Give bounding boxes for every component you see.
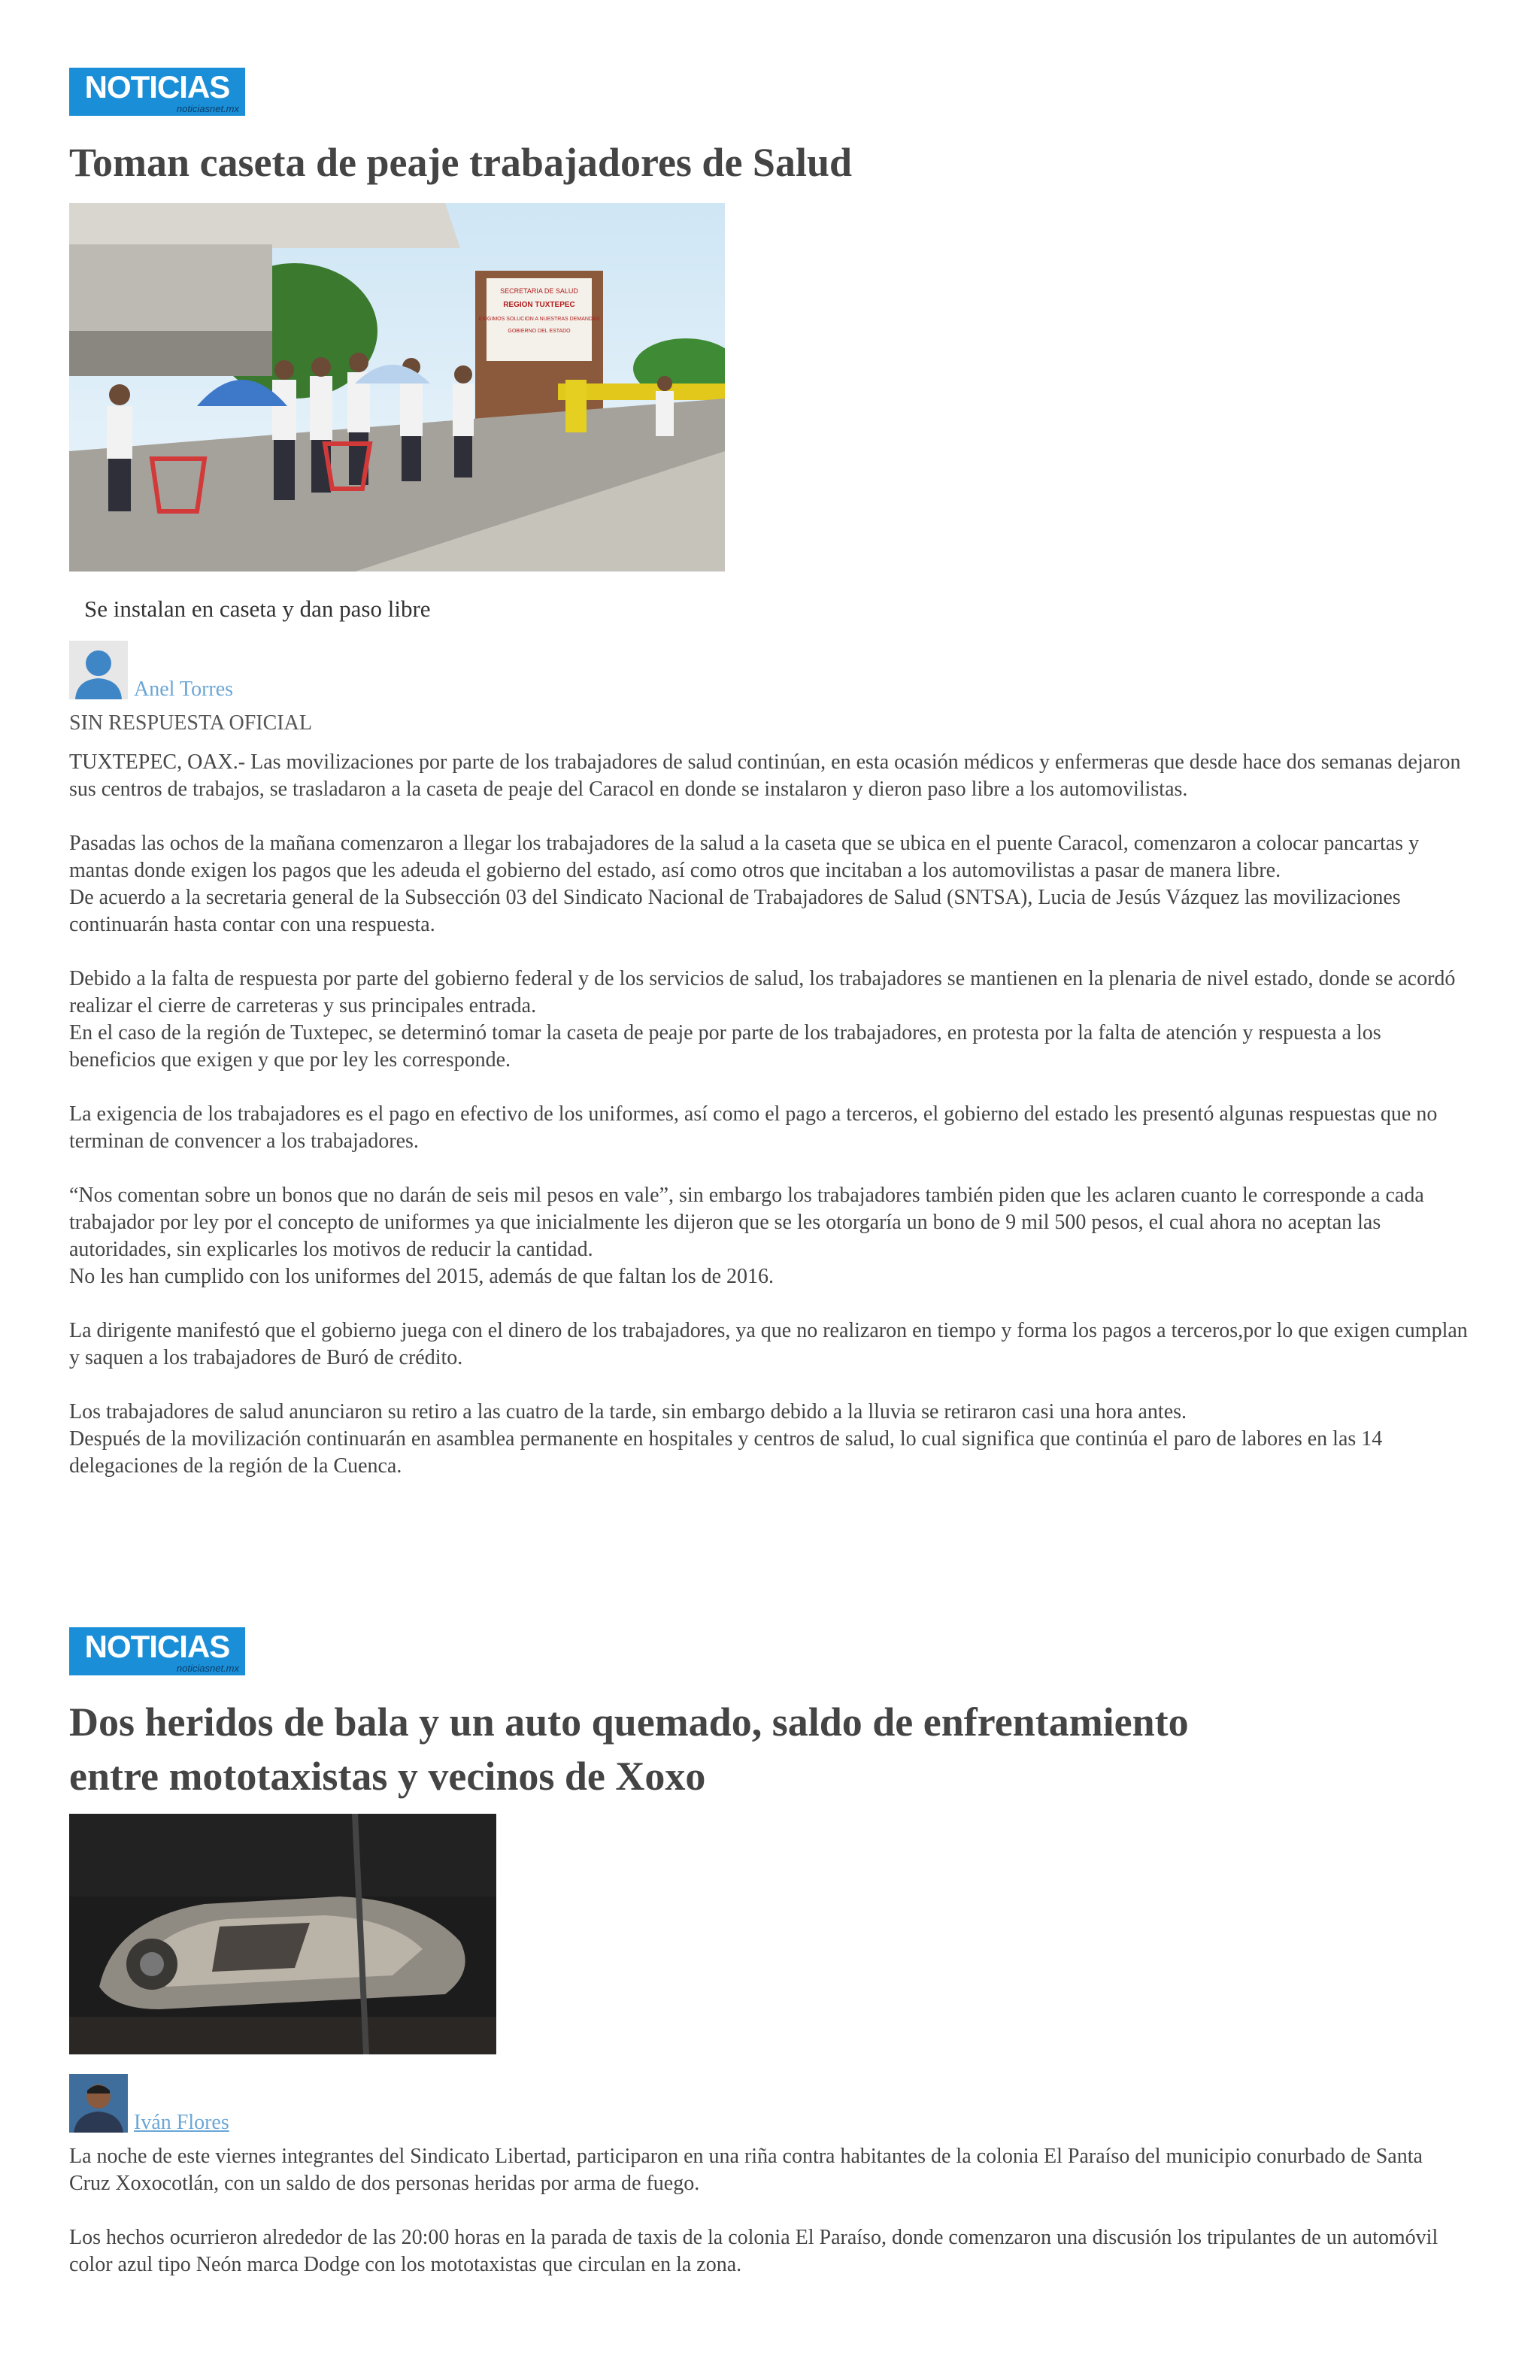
noticias-logo[interactable]: [69, 68, 245, 116]
paragraph: En el caso de la región de Tuxtepec, se determinó tomar la caseta de peaje por parte de los trabajadores, en protesta por la falta de atención y respuesta a los beneficios que exigen y que por ley les corresponde.: [69, 1021, 1381, 1072]
author-photo-avatar[interactable]: [69, 2074, 128, 2133]
banner-line-2: REGION TUXTEPEC: [503, 301, 575, 309]
banner-line-4: GOBIERNO DEL ESTADO: [508, 329, 571, 334]
paragraph: Después de la movilización continuarán en asamblea permanente en hospitales y centros de salud, lo cual significa que continúa el paro de labores en las 14 delegaciones de la región de la Cuenca.: [69, 1427, 1383, 1478]
paragraph: La exigencia de los trabajadores es el pago en efectivo de los uniformes, así como el pago a terceros, el gobierno del estado les presentó algunas respuestas que no terminan de convencer a los trabajadores.: [69, 1102, 1438, 1153]
paragraph: Pasadas las ochos de la mañana comenzaron a llegar los trabajadores de la salud a la caseta que se ubica en el puente Caracol, comenzaron a colocar pancartas y mantas donde exigen los pagos que les adeuda el gobierno del estado, así como otros que incitaban a los automovilistas a pasar de manera libre.: [69, 832, 1420, 882]
article-2-title-line-1: Dos heridos de bala y un auto quemado, saldo de enfrentamiento: [69, 1699, 1189, 1745]
article-2-title: [69, 1695, 1468, 1803]
article-1: [69, 68, 1468, 1480]
paragraph: TUXTEPEC, OAX.- Las movilizaciones por parte de los trabajadores de salud continúan, en esta ocasión médicos y enfermeras que desde hace dos semanas dejaron sus centros de trabajos, se trasladaron a la caseta de peaje del Caracol en donde se instalaron y dieron paso libre a los automovilistas.: [69, 750, 1461, 801]
logo-sub: noticiasnet.mx: [176, 103, 239, 114]
article-1-subtitle: Se instalan en caseta y dan paso libre: [84, 596, 431, 622]
paragraph: La dirigente manifestó que el gobierno juega con el dinero de los trabajadores, ya que no realizaron en tiempo y forma los pagos a terceros,por lo que exigen cumplan y saquen a los trabajadores de Buró de crédito.: [69, 1319, 1468, 1369]
paragraph: La noche de este viernes integrantes del Sindicato Libertad, participaron en una riña contra habitantes de la colonia El Paraíso del municipio conurbado de Santa Cruz Xoxocotlán, con un saldo de dos personas heridas por arma de fuego.: [69, 2145, 1423, 2195]
article-2-author: [69, 2074, 1468, 2136]
logo-word: NOTICIAS: [84, 69, 230, 105]
paragraph: Los hechos ocurrieron alrededor de las 20:00 horas en la parada de taxis de la colonia El Paraíso, donde comenzaron una discusión los tripulantes de un automóvil color azul tipo Neón marca Dodge con los mototaxistas que circulan en la zona.: [69, 2226, 1438, 2276]
paragraph: No les han cumplido con los uniformes del 2015, además de que faltan los de 2016.: [69, 1265, 775, 1288]
article-1-author: [69, 641, 1468, 702]
author-link[interactable]: Iván Flores: [134, 2111, 229, 2134]
article-2-photo: [69, 1814, 496, 2054]
article-1-kicker: SIN RESPUESTA OFICIAL: [69, 711, 312, 735]
banner-line-3: EXIGIMOS SOLUCION A NUESTRAS DEMANDAS: [478, 317, 600, 322]
paragraph: De acuerdo a la secretaria general de la Subsección 03 del Sindicato Nacional de Trabajadores de Salud (SNTSA), Lucia de Jesús Vázquez las movilizaciones continuarán hasta contar con una respuesta.: [69, 886, 1401, 936]
default-avatar-icon[interactable]: [69, 641, 128, 699]
banner-line-1: SECRETARIA DE SALUD: [500, 287, 578, 295]
article-1-body: [69, 749, 1468, 1480]
article-1-title: Toman caseta de peaje trabajadores de Salud: [69, 140, 853, 185]
article-2-title-line-2: entre mototaxistas y vecinos de Xoxo: [69, 1754, 706, 1799]
article-2: [69, 1627, 1468, 2278]
logo-sub: noticiasnet.mx: [176, 1663, 239, 1674]
paragraph: Debido a la falta de respuesta por parte del gobierno federal y de los servicios de salud, los trabajadores se mantienen en la plenaria de nivel estado, donde se acordó realizar el cierre de carreteras y sus principales entrada.: [69, 967, 1456, 1017]
article-2-body: [69, 2143, 1468, 2278]
noticias-logo[interactable]: [69, 1627, 245, 1675]
paragraph: “Nos comentan sobre un bonos que no darán de seis mil pesos en vale”, sin embargo los trabajadores también piden que les aclaren cuanto le corresponde a cada trabajador por ley por el concepto de uniformes ya que inicialmente les dijeron que se les otorgaría un bono de 9 mil 500 pesos, el cual ahora no aceptan las autoridades, sin explicarles los motivos de reducir la cantidad.: [69, 1184, 1424, 1261]
article-1-photo: [69, 203, 725, 572]
author-link[interactable]: Anel Torres: [134, 678, 234, 701]
paragraph: Los trabajadores de salud anunciaron su retiro a las cuatro de la tarde, sin embargo debido a la lluvia se retiraron casi una hora antes.: [69, 1400, 1187, 1423]
logo-word: NOTICIAS: [84, 1629, 230, 1664]
